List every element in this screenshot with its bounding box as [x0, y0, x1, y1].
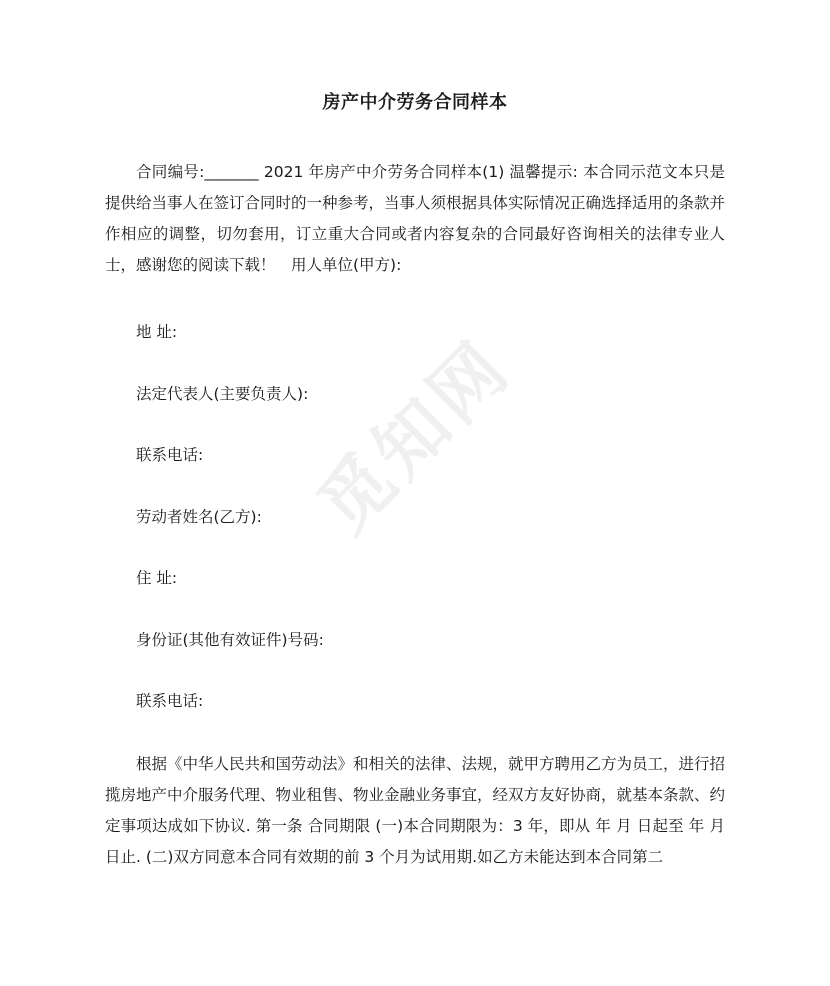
party-a-phone-field: 联系电话: — [136, 446, 204, 464]
page-title: 房产中介劳务合同样本 — [322, 92, 508, 113]
intro-paragraph: 合同编号:_______ 2021 年房产中介劳务合同样本(1) 温馨提示: 本合同示范文本只是提供给当事人在签订合同时的一种参考，当事人须根据具体实际情况正确选择适用的条款并作相应的调整，切勿套用，订立重大合同或者内容复杂的合同最好咨询相关的法律专业人士，感谢您的阅读下载！ 用人单位(甲方): — [105, 163, 726, 274]
watermark: 觅知网 — [301, 323, 527, 549]
body-paragraph: 根据《中华人民共和国劳动法》和相关的法律、法规，就甲方聘用乙方为员工，进行招揽房地产中介服务代理、物业租售、物业金融业务事宜，经双方友好协商，就基本条款、约定事项达成如下协议. 第一条 合同期限 (一)本合同期限为：3 年，即从 年 月 日起至 年 月 日止. (二)双方同意本合同有效期的前 3 个月为试用期.如乙方未能达到本合同第二 — [105, 755, 726, 866]
party-b-phone-field: 联系电话: — [136, 692, 204, 710]
party-a-address-field: 地 址: — [136, 323, 178, 341]
id-number-field: 身份证(其他有效证件)号码: — [136, 631, 324, 649]
worker-name-field: 劳动者姓名(乙方): — [136, 508, 262, 526]
legal-representative-field: 法定代表人(主要负责人): — [136, 385, 309, 403]
party-b-address-field: 住 址: — [136, 569, 178, 587]
